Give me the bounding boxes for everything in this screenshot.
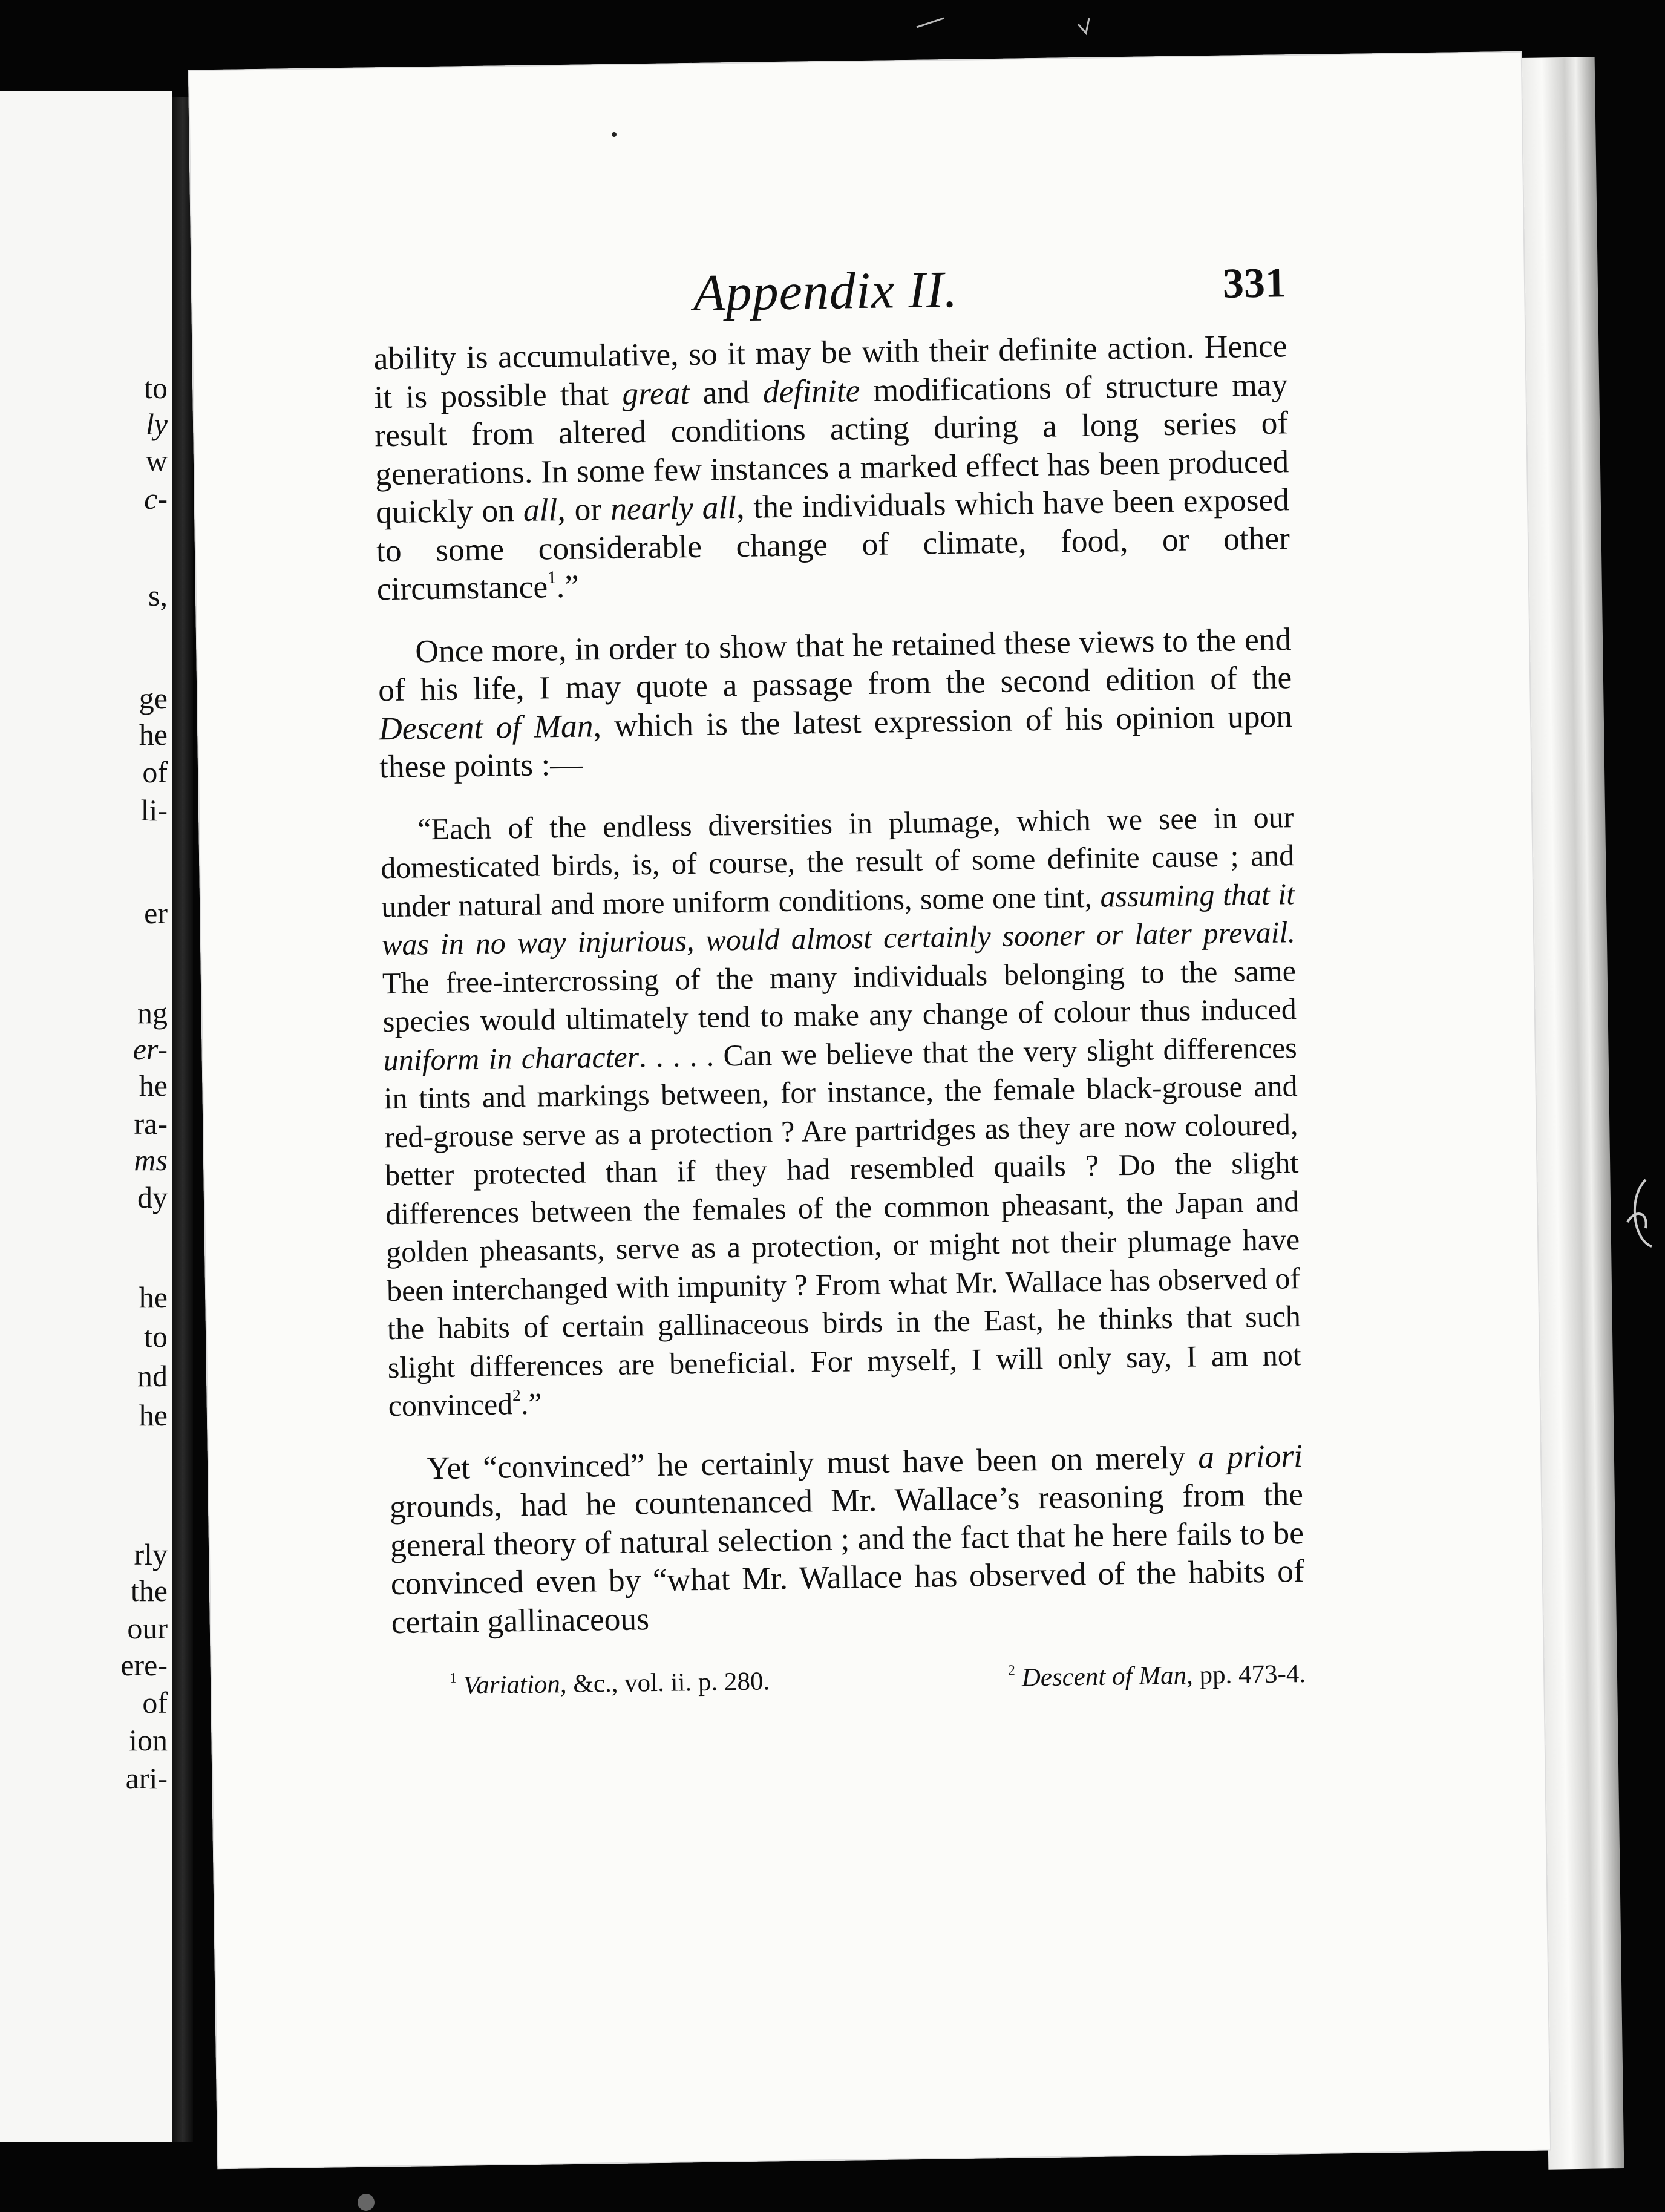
footnote-reference: 1 <box>547 568 557 587</box>
fragment: he <box>139 718 168 751</box>
fragment: ly <box>145 407 168 441</box>
text-run: .” <box>520 1386 543 1421</box>
fragment: c- <box>144 482 168 515</box>
fragment: ra- <box>134 1107 168 1140</box>
footnote-text: pp. 473-4. <box>1192 1660 1306 1690</box>
running-head-title: Appendix II. <box>693 260 958 322</box>
paragraph-4 <box>389 1437 1305 1642</box>
text-run: ability is accumulative, so it may be with their definite action. Hence it is possible that <box>373 327 1287 415</box>
text-run: The free-intercrossing of the many individuals belonging to the same species would ultimately tend to make any change of colour thus induced <box>382 953 1297 1039</box>
fragment: ari- <box>125 1761 168 1795</box>
footnotes <box>392 1659 1306 1714</box>
fragment: li- <box>140 793 168 827</box>
fragment: to <box>144 371 168 405</box>
paragraph-1 <box>373 327 1290 609</box>
running-head <box>372 254 1287 339</box>
italic-run: a priori <box>1197 1437 1303 1475</box>
fragment: to <box>144 1320 168 1353</box>
fragment: our <box>127 1611 168 1645</box>
footnote-marker: 1 <box>449 1670 457 1686</box>
italic-run: definite <box>762 371 860 410</box>
fragment: er- <box>132 1032 168 1066</box>
text-run: Once more, in order to show that he retained these views to the end of his life, I may quote a passage from the second edition of the <box>378 620 1292 708</box>
previous-page-edge <box>0 91 172 2142</box>
footnote-1 <box>450 1666 770 1700</box>
italic-run: assuming that it was in no way injurious, would almost certainly sooner or later prevail. <box>381 876 1296 962</box>
text-run: grounds, had he countenanced Mr. Wallace’s reasoning from the general theory of natural selection ; and the fact that he here fails to be convinced even by “what Mr. Wallace has observed of the habits of certain gallinaceous <box>389 1476 1305 1640</box>
footnote-text: &c., vol. ii. p. 280. <box>566 1667 770 1699</box>
page-text-block <box>372 254 1306 1714</box>
footnote-title: Variation, <box>463 1670 567 1700</box>
fragment: rly <box>134 1537 168 1571</box>
fragment: w <box>145 443 168 477</box>
fragment: the <box>130 1574 168 1608</box>
italic-run: Descent of Man <box>378 707 594 747</box>
footnote-reference: 2 <box>512 1386 521 1405</box>
fragment: dy <box>137 1180 168 1214</box>
fragment: of <box>142 755 168 789</box>
italic-run: great <box>621 374 690 412</box>
book-page <box>188 51 1551 2169</box>
fragment: he <box>139 1398 168 1432</box>
italic-run: uniform in character <box>383 1039 640 1077</box>
footnote-2 <box>1008 1659 1306 1693</box>
text-run: , or <box>557 490 611 528</box>
italic-run: nearly all <box>610 488 737 527</box>
book-gutter <box>172 97 193 2142</box>
block-quotation <box>380 798 1302 1425</box>
fragment: s, <box>148 578 168 612</box>
text-run: , the individuals which have been exposed to some considerable change of climate, food, or other circumstance <box>376 481 1290 607</box>
previous-page-text-fragments <box>4 91 168 2142</box>
text-run: Yet “convinced” he certainly must have been on merely <box>426 1438 1199 1486</box>
text-run: modifications of structure may result from altered conditions acting during a long series of generations. In some few instances a marked effect has been produced quickly on <box>374 365 1289 531</box>
italic-run: all <box>523 491 558 528</box>
text-run: , which is the latest expression of his opinion upon these points :— <box>379 697 1293 785</box>
paragraph-2 <box>378 620 1293 787</box>
text-run: and <box>689 373 764 411</box>
fragment: he <box>139 1068 168 1102</box>
footnote-marker: 2 <box>1007 1662 1016 1678</box>
fragment: ge <box>139 681 168 715</box>
fragment: he <box>139 1280 168 1314</box>
fragment: ere- <box>120 1648 168 1682</box>
fragment: ng <box>137 996 168 1030</box>
fragment: er <box>144 896 168 930</box>
page-number: 331 <box>1222 260 1287 307</box>
footnote-title: Descent of Man, <box>1021 1661 1194 1692</box>
fragment: ion <box>129 1723 168 1757</box>
fragment: nd <box>137 1359 168 1393</box>
text-run: . . . . . Can we believe that the very slight differences in tints and markings between, for instance, the female black-grouse and red-grouse serve as a protection ? Are partridges as they are now coloured, better protected than if they had resembled quails ? Do the slight differences between the females of the common pheasant, the Japan and golden pheasants, serve as a protection, or might not their plumage have been interchanged with impunity ? From what Mr. Wallace has observed of the habits of certain gallinaceous birds in the East, he thinks that such slight differences are beneficial. For myself, I will only say, I am not convinced <box>384 1030 1302 1423</box>
text-run: “Each of the endless diversities in plumage, which we see in our domesticated birds, is, of course, the result of some definite cause ; and under natural and more uniform conditions, some one tint, <box>380 799 1295 923</box>
fragment: of <box>142 1686 168 1720</box>
text-run: .” <box>556 568 580 605</box>
fragment: ms <box>134 1143 168 1177</box>
